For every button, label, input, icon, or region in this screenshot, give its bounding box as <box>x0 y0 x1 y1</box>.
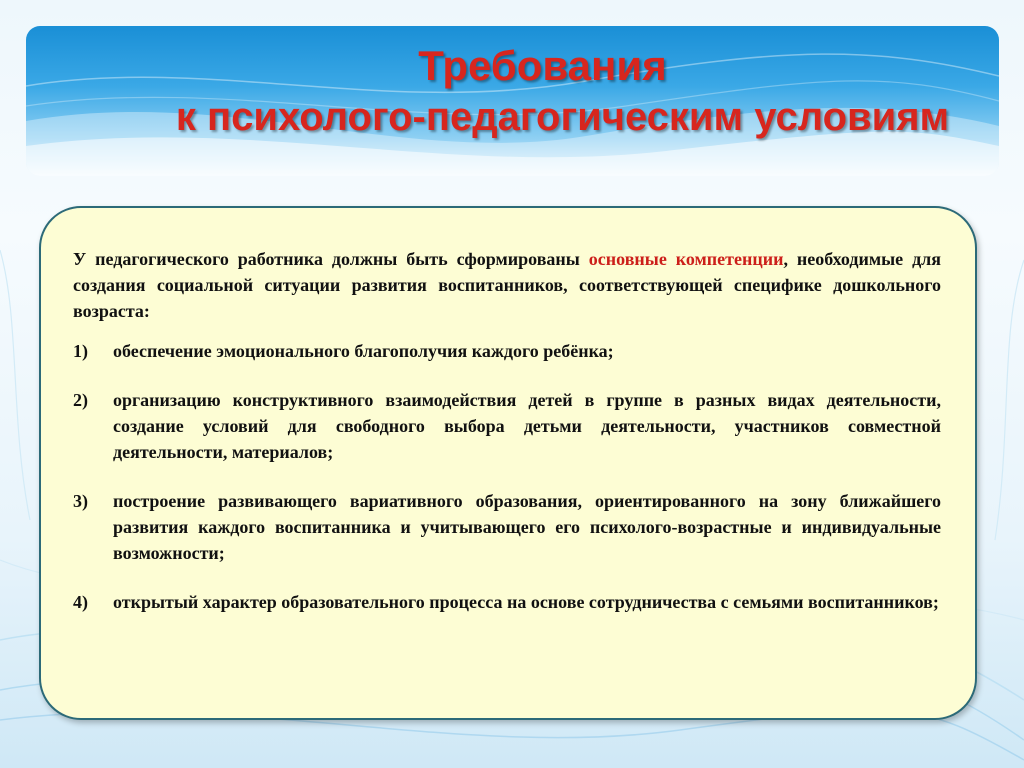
list-item <box>73 338 941 364</box>
list-item-text: организацию конструктивного взаимодействия детей в группе в разных видах деятельности, создание условий для свободного выбора детьми деятельности, участников совместной деятельности, материалов; <box>113 390 941 462</box>
list-item-text: построение развивающего вариативного образования, ориентированного на зону ближайшего развития каждого воспитанника и учитывающего его психолого-возрастные и индивидуальные возможности; <box>113 491 941 563</box>
list-item <box>73 387 941 465</box>
requirements-list <box>73 338 941 615</box>
list-item-number: 1) <box>73 341 88 361</box>
list-item-number: 2) <box>73 390 88 410</box>
list-item-number: 3) <box>73 491 88 511</box>
list-item-number: 4) <box>73 592 88 612</box>
slide-title <box>26 40 999 142</box>
list-item-text: открытый характер образовательного процесса на основе сотрудничества с семьями воспитанников; <box>113 592 939 612</box>
title-line-1: Требования <box>418 42 667 89</box>
title-line-2: к психолого-педагогическим условиям <box>175 95 950 139</box>
list-item <box>73 589 941 615</box>
intro-paragraph <box>73 246 941 324</box>
content-card <box>39 206 977 720</box>
list-item <box>73 488 941 566</box>
list-item-text: обеспечение эмоционального благополучия каждого ребёнка; <box>113 341 614 361</box>
intro-highlight: основные компетенции <box>588 249 784 269</box>
intro-text-before: У педагогического работника должны быть сформированы <box>73 249 589 269</box>
intro-text-after: , необходимые для создания социальной ситуации развития воспитанников, соответствующей специфике дошкольного возраста: <box>73 249 942 321</box>
